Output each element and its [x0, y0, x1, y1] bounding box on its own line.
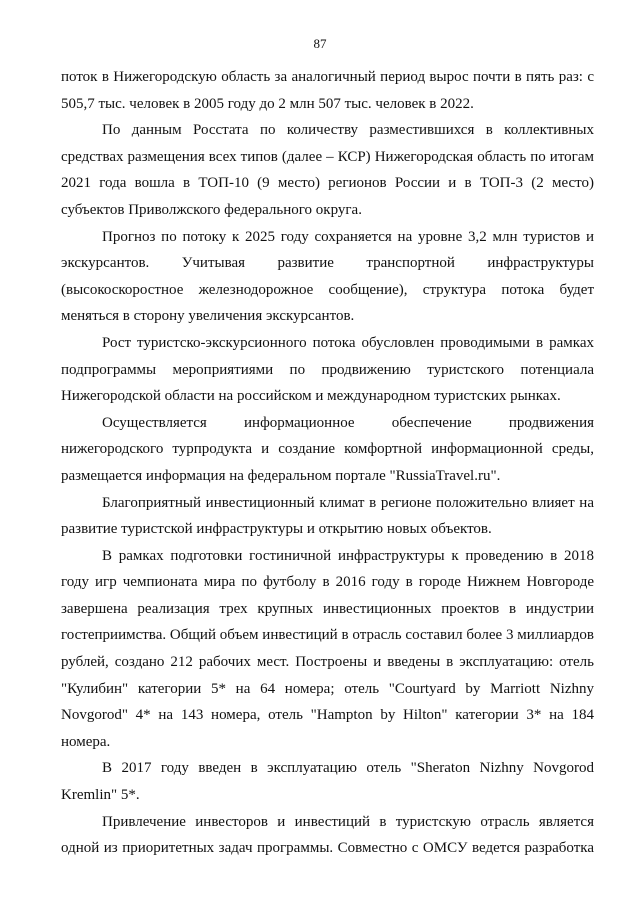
body-text: [61, 64, 594, 862]
paragraph-4: Рост туристско-экскурсионного потока обусловлен проводимыми в рамках подпрограммы мероприятиями по продвижению туристского потенциала Нижегородской области на российском и международном туристских рынках.: [61, 334, 594, 405]
paragraph-2: По данным Росстата по количеству разместившихся в коллективных средствах размещения всех типов (далее – КСР) Нижегородская область по итогам 2021 года вошла в ТОП-10 (9 место) регионов России и в ТОП-3 (2 место) субъектов Приволжского федерального округа.: [61, 122, 594, 218]
paragraph-1: поток в Нижегородскую область за аналогичный период вырос почти в пять раз: с 505,7 тыс. человек в 2005 году до 2 млн 507 тыс. человек в 2022.: [61, 69, 594, 112]
paragraph-5: Осуществляется информационное обеспечение продвижения нижегородского турпродукта и создание комфортной информационной среды, размещается информация на федеральном портале "RussiaTravel.ru".: [61, 414, 594, 484]
paragraph-8: В 2017 году введен в эксплуатацию отель "Sheraton Nizhny Novgorod Kremlin" 5*.: [61, 760, 594, 804]
paragraph-6: Благоприятный инвестиционный климат в регионе положительно влияет на развитие туристской инфраструктуры и открытию новых объектов.: [61, 494, 594, 538]
paragraph-7: В рамках подготовки гостиничной инфраструктуры к проведению в 2018 году игр чемпионата мира по футболу в 2016 году в городе Нижнем Новгороде завершена реализация трех крупных инвестиционных проектов в индустрии гостеприимства. Общий объем инвестиций в отрасль составил более 3 миллиардов рублей, создано 212 рабочих мест. Построены и введены в эксплуатацию: отель "Кулибин" категории 5* на 64 номера; отель "Courtyard by Marriott Nizhny Novgorod" 4* на 143 номера, отель "Hampton by Hilton" категории 3* на 184 номера.: [61, 547, 594, 750]
paragraph-3: Прогноз по потоку к 2025 году сохраняется на уровне 3,2 млн туристов и экскурсантов. Учитывая развитие транспортной инфраструктуры (высокоскоростное железнодорожное сообщение), структура потока будет меняться в сторону увеличения экскурсантов.: [61, 228, 594, 325]
paragraph-9: Привлечение инвесторов и инвестиций в туристскую отрасль является одной из приоритетных задач программы. Совместно с ОМСУ ведется разработка: [61, 813, 594, 857]
page-number: 87: [313, 36, 327, 51]
